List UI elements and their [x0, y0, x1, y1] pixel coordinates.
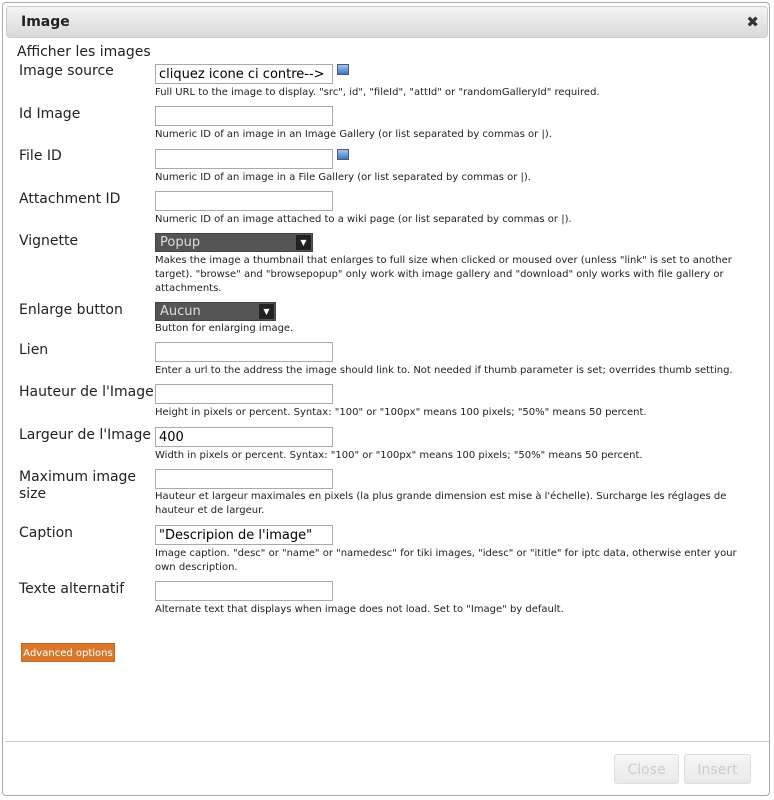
image-source-input[interactable] [155, 64, 333, 84]
caption-label: Caption [19, 525, 74, 541]
texte-alt-help: Alternate text that displays when image does not load. Set to "Image" by default. [155, 604, 564, 615]
enlarge-button-select[interactable] [155, 302, 276, 321]
hauteur-help: Height in pixels or percent. Syntax: "100" or "100px" means 100 pixels; "50%" means 50 percent. [155, 407, 647, 418]
vignette-value: Popup [160, 235, 201, 250]
close-button[interactable]: Close [614, 754, 679, 784]
vignette-help: Makes the image a thumbnail that enlarges to full size when clicked or moused over (unless "link" is set to another target). "browse" and "browsepopup" only work with image gallery and "download" only works with file gallery or attachments. [155, 255, 732, 294]
section-heading: Afficher les images [17, 44, 151, 60]
caption-help: Image caption. "desc" or "name" or "namedesc" for tiki images, "idesc" or "ititle" for iptc data, otherwise enter your own description. [155, 548, 737, 573]
image-source-label: Image source [19, 63, 114, 79]
largeur-help: Width in pixels or percent. Syntax: "100" or "100px" means 100 pixels; "50%" means 50 percent. [155, 450, 643, 461]
dropdown-arrow-icon[interactable]: ▼ [259, 304, 274, 319]
lien-help: Enter a url to the address the image should link to. Not needed if thumb parameter is set; overrides thumb setting. [155, 365, 733, 376]
attachment-id-label: Attachment ID [19, 191, 121, 207]
texte-alt-input[interactable] [155, 581, 333, 601]
hauteur-input[interactable] [155, 384, 333, 404]
file-picker-icon[interactable] [337, 149, 349, 160]
enlarge-button-value: Aucun [160, 304, 201, 319]
max-size-input[interactable] [155, 469, 333, 489]
image-picker-icon[interactable] [337, 64, 349, 75]
largeur-input[interactable] [155, 427, 333, 447]
image-source-help: Full URL to the image to display. "src", id", "fileId", "attId" or "randomGalleryId" required. [155, 87, 600, 98]
attachment-id-help: Numeric ID of an image attached to a wiki page (or list separated by commas or |). [155, 214, 572, 225]
enlarge-button-label: Enlarge button [19, 302, 123, 318]
footer-divider [5, 741, 769, 742]
enlarge-button-help: Button for enlarging image. [155, 323, 294, 334]
lien-input[interactable] [155, 342, 333, 362]
id-image-label: Id Image [19, 106, 81, 122]
max-size-help: Hauteur et largeur maximales en pixels (la plus grande dimension est mise à l'échelle). Surcharge les réglages de hauteur et de largeur. [155, 491, 727, 516]
id-image-input[interactable] [155, 106, 333, 126]
attachment-id-input[interactable] [155, 191, 333, 211]
advanced-options-button[interactable]: Advanced options [21, 643, 115, 662]
texte-alt-label: Texte alternatif [19, 581, 125, 597]
caption-input[interactable] [155, 525, 333, 545]
dropdown-arrow-icon[interactable]: ▼ [296, 235, 311, 250]
dialog-titlebar[interactable] [6, 6, 768, 38]
vignette-label: Vignette [19, 233, 79, 249]
max-size-label: Maximum image size [19, 469, 137, 502]
vignette-select[interactable] [155, 233, 313, 252]
id-image-help: Numeric ID of an image in an Image Gallery (or list separated by commas or |). [155, 129, 552, 140]
hauteur-label: Hauteur de l'Image [19, 384, 154, 400]
file-id-input[interactable] [155, 149, 333, 169]
file-id-label: File ID [19, 148, 62, 164]
file-id-help: Numeric ID of an image in a File Gallery (or list separated by commas or |). [155, 172, 531, 183]
lien-label: Lien [19, 342, 49, 358]
insert-button[interactable]: Insert [684, 754, 751, 784]
largeur-label: Largeur de l'Image [19, 427, 152, 443]
dialog-title: Image [21, 14, 70, 30]
close-icon[interactable]: ✖ [746, 13, 759, 31]
